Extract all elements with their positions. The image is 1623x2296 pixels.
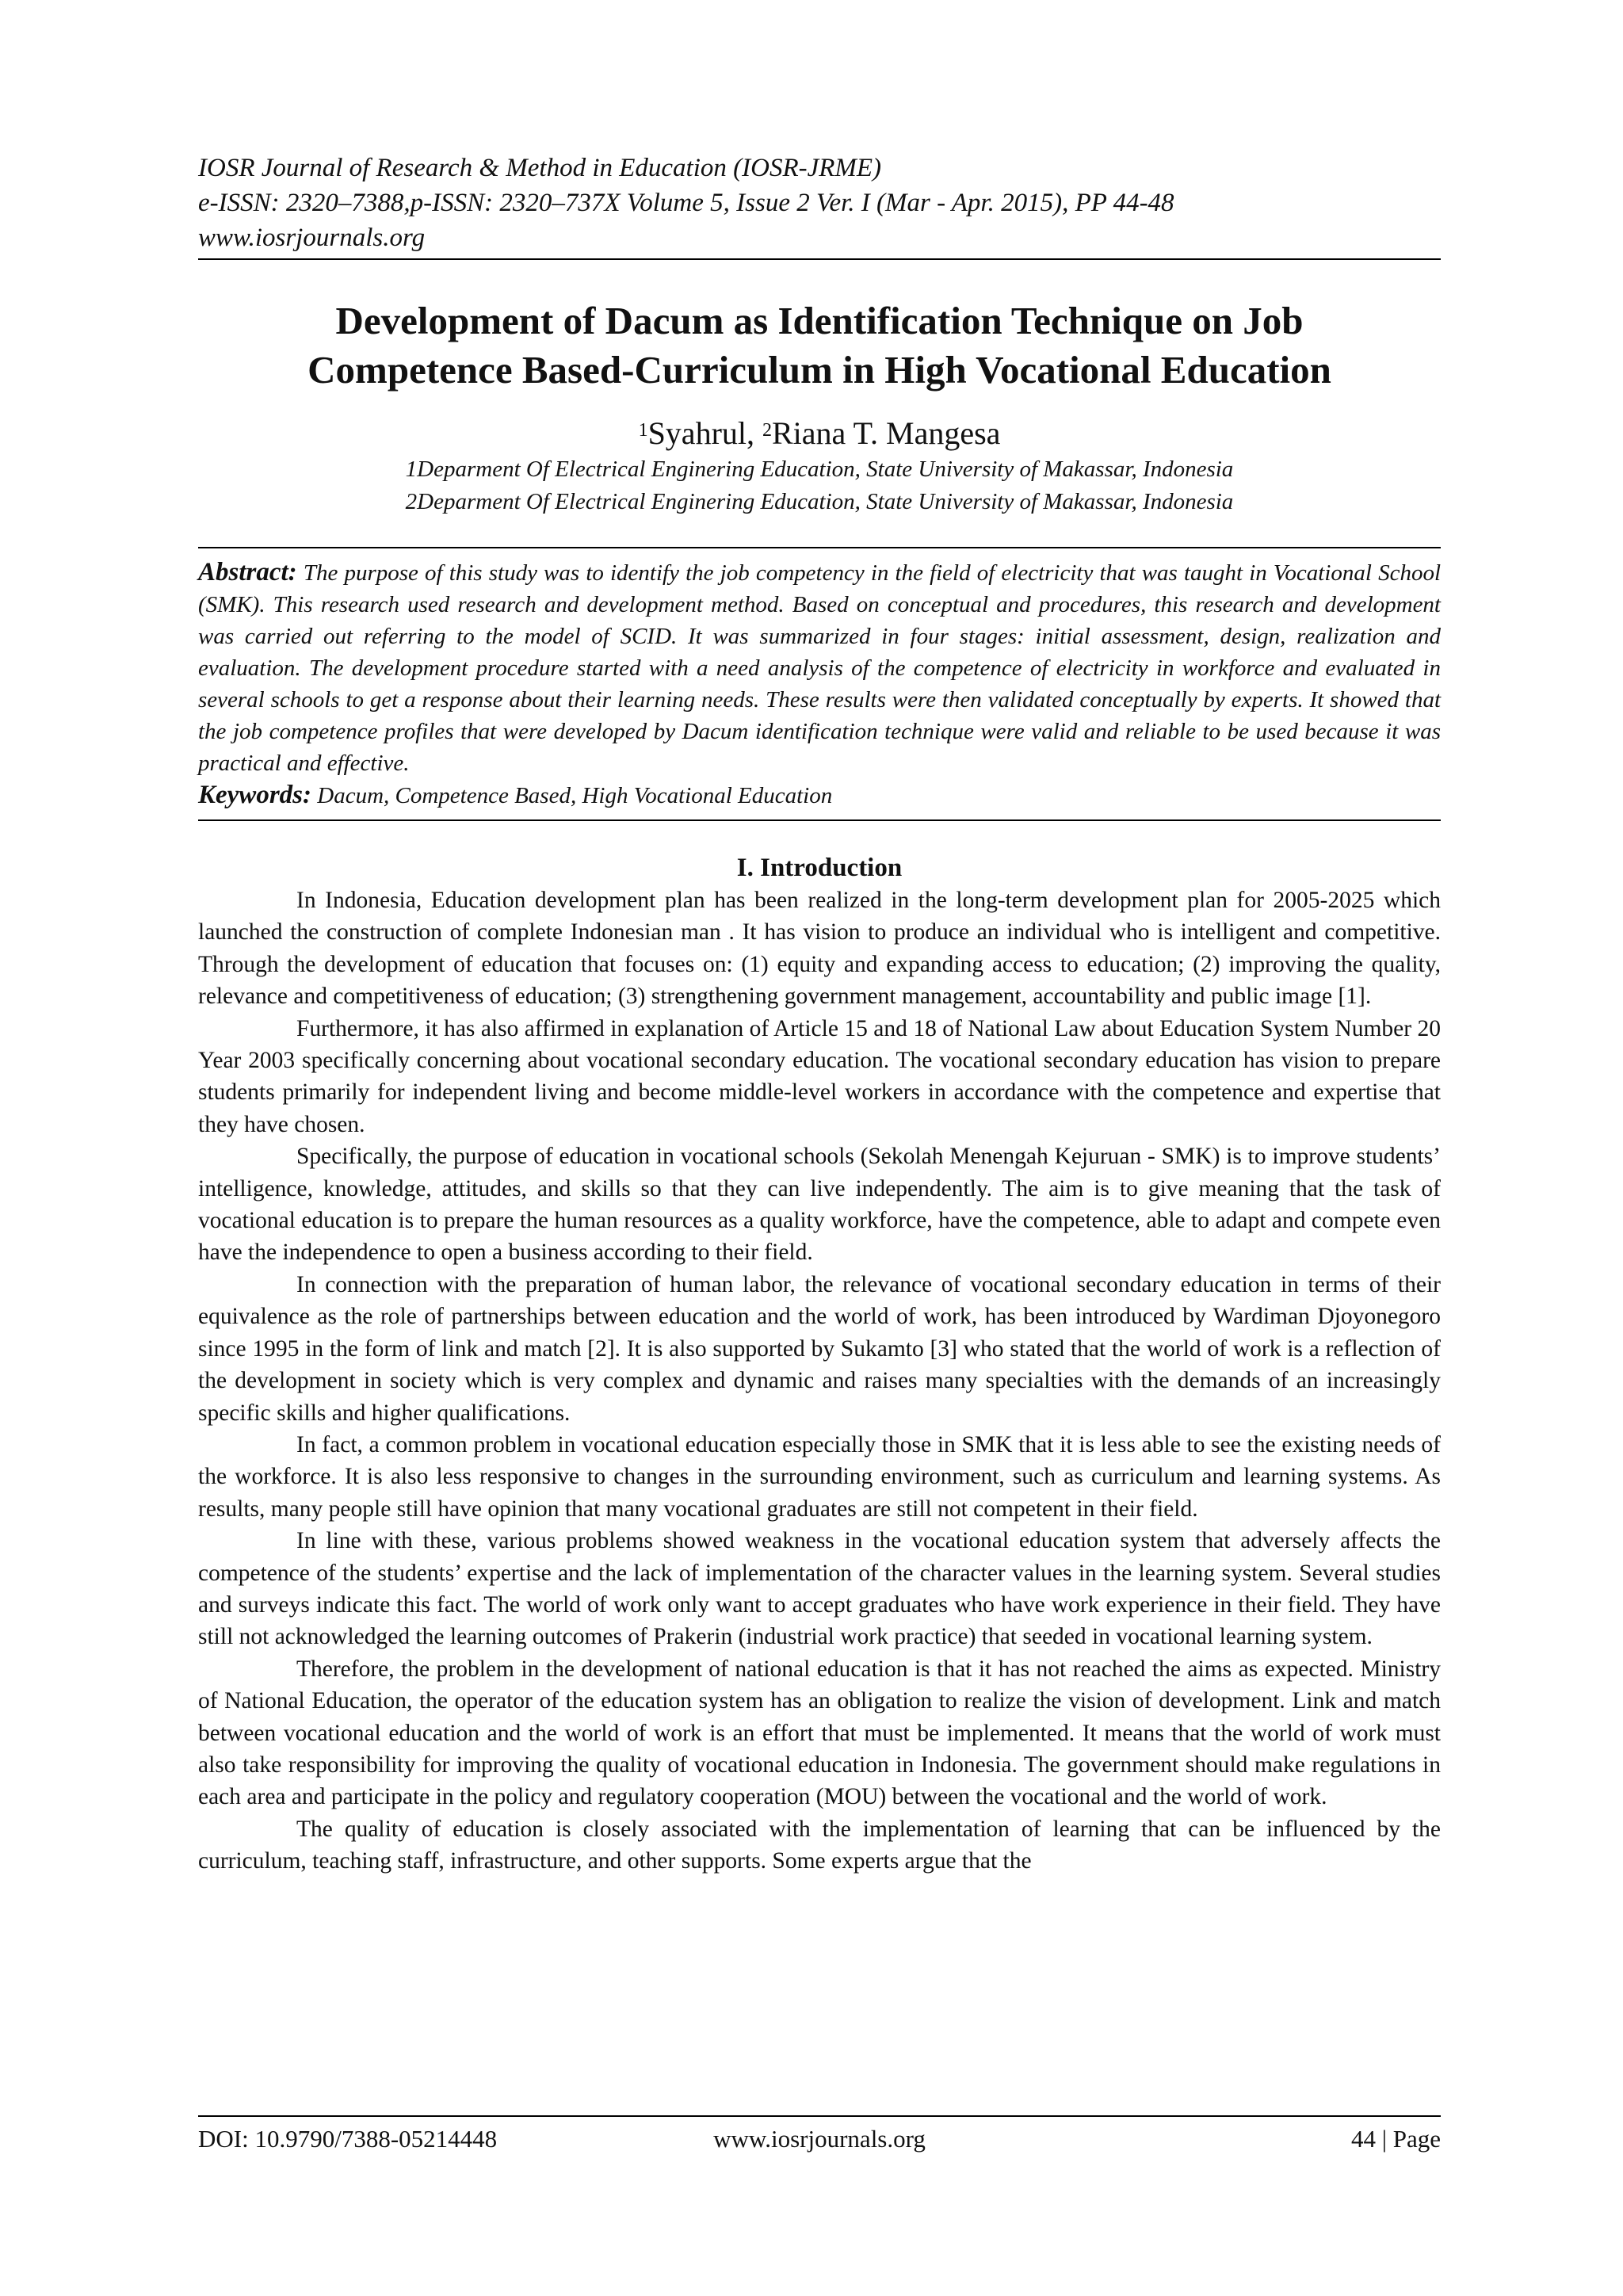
footer-divider [198, 2115, 1441, 2117]
footer-doi[interactable]: DOI: 10.9790/7388-05214448 [198, 2125, 498, 2153]
paper-title [198, 296, 1441, 395]
abstract [198, 556, 1441, 779]
paragraph: Furthermore, it has also affirmed in explanation of Article 15 and 18 of National Law about Education System Number 20 Year 2003 specifically concerning about vocational secondary education. The vocational secondary education has vision to prepare students primarily for independent living and become middle-level workers in accordance with the competence and expertise that they have chosen. [198, 1015, 1441, 1137]
title-line-1: Development of Dacum as Identification Technique on Job [335, 299, 1304, 342]
page-footer [198, 2115, 1441, 2155]
issn-line: e-ISSN: 2320–7388,p-ISSN: 2320–737X Volume 5, Issue 2 Ver. I (Mar - Apr. 2015), PP 44-48 [198, 189, 1174, 217]
keywords-label: Keywords: [198, 781, 311, 809]
keywords-text: Dacum, Competence Based, High Vocational Education [317, 783, 833, 808]
title-line-2: Competence Based-Curriculum in High Vocational Education [307, 348, 1331, 392]
author-1-name: Syahrul, [647, 415, 754, 451]
abstract-block [198, 547, 1441, 821]
section-body [198, 884, 1441, 1878]
author-list [198, 414, 1441, 453]
journal-header [198, 151, 1441, 255]
paragraph: In line with these, various problems showed weakness in the vocational education system that adversely affects the competence of the students’ expertise and the lack of implementation of the character values in the learning system. Several studies and surveys indicate this fact. The world of work only want to accept graduates who have work experience in their field. They have still not acknowledged the learning outcomes of Prakerin (industrial work practice) that seeded in vocational learning system. [198, 1528, 1441, 1650]
paragraph: Therefore, the problem in the development of national education is that it has not reached the aims as expected. Ministry of National Education, the operator of the education system has an obligation to realize the vision of development. Link and match between vocational education and the world of work is an effort that must be implemented. It means that the world of work must also take responsibility for improving the quality of vocational education in Indonesia. The government should make regulations in each area and participate in the policy and regulatory cooperation (MOU) between the vocational and the world of work. [198, 1656, 1441, 1810]
footer-website[interactable]: www.iosrjournals.org [713, 2125, 926, 2153]
journal-name: IOSR Journal of Research & Method in Education (IOSR-JRME) [198, 154, 882, 182]
abstract-top-divider [198, 547, 1441, 548]
footer-row [198, 2123, 1441, 2155]
affiliation-1: 1Deparment Of Electrical Enginering Education, State University of Makassar, Indonesia [405, 457, 1234, 482]
author-2-name: Riana T. Mangesa [772, 415, 1001, 451]
paragraph: In connection with the preparation of human labor, the relevance of vocational secondary education in terms of their equivalence as the role of partnerships between education and the world of work, has been introduced by Wardiman Djoyonegoro since 1995 in the form of link and match [2]. It is also supported by Sukamto [3] who stated that the world of work is a reflection of the development in society which is very complex and dynamic and raises many specialties with the demands of an increasingly specific skills and higher qualifications. [198, 1271, 1441, 1426]
paragraph: Specifically, the purpose of education in vocational schools (Sekolah Menengah Kejuruan - SMK) is to improve students’ intelligence, knowledge, attitudes, and skills so that they can live independently. The aim is to give meaning that the task of vocational education is to prepare the human resources as a quality workforce, have the competence, able to adapt and compete even have the independence to open a business according to their field. [198, 1144, 1441, 1266]
footer-page-number: 44 | Page [1351, 2125, 1441, 2153]
paragraph: The quality of education is closely associated with the implementation of learning that can be influenced by the curriculum, teaching staff, infrastructure, and other supports. Some experts argue that the [198, 1816, 1441, 1874]
paragraph: In fact, a common problem in vocational education especially those in SMK that it is less able to see the existing needs of the workforce. It is also less responsive to changes in the surrounding environment, such as curriculum and learning systems. As results, many people still have opinion that many vocational graduates are still not competent in their field. [198, 1431, 1441, 1522]
header-divider [198, 258, 1441, 260]
abstract-label: Abstract: [198, 558, 297, 586]
section-heading: I. Introduction [736, 854, 903, 882]
paper-page [198, 151, 1441, 1878]
abstract-bottom-divider [198, 819, 1441, 821]
affiliation-2: 2Deparment Of Electrical Enginering Education, State University of Makassar, Indonesia [405, 489, 1234, 514]
affiliations [198, 453, 1441, 518]
author-2-sup: 2 [762, 420, 772, 441]
paragraph: In Indonesia, Education development plan has been realized in the long-term development plan for 2005-2025 which launched the construction of complete Indonesian man . It has vision to produce an individual who is intelligent and competitive. Through the development of education that focuses on: (1) equity and expanding access to education; (2) improving the quality, relevance and competitiveness of education; (3) strengthening government management, accountability and public image [1]. [198, 888, 1441, 1010]
author-1-sup: 1 [638, 420, 648, 441]
abstract-text: The purpose of this study was to identify the job competency in the field of electricity that was taught in Vocational School (SMK). This research used research and development method. Based on conceptual and procedures, this research and development was carried out referring to the model of SCID. It was summarized in four stages: initial assessment, design, realization and evaluation. The development procedure started with a need analysis of the competence of electricity in workforce and evaluated in several schools to get a response about their learning needs. These results were then validated conceptually by experts. It showed that the job competence profiles that were developed by Dacum identification technique were valid and reliable to be used because it was practical and effective. [198, 560, 1441, 776]
keywords [198, 779, 1441, 812]
journal-website[interactable]: www.iosrjournals.org [198, 223, 426, 252]
